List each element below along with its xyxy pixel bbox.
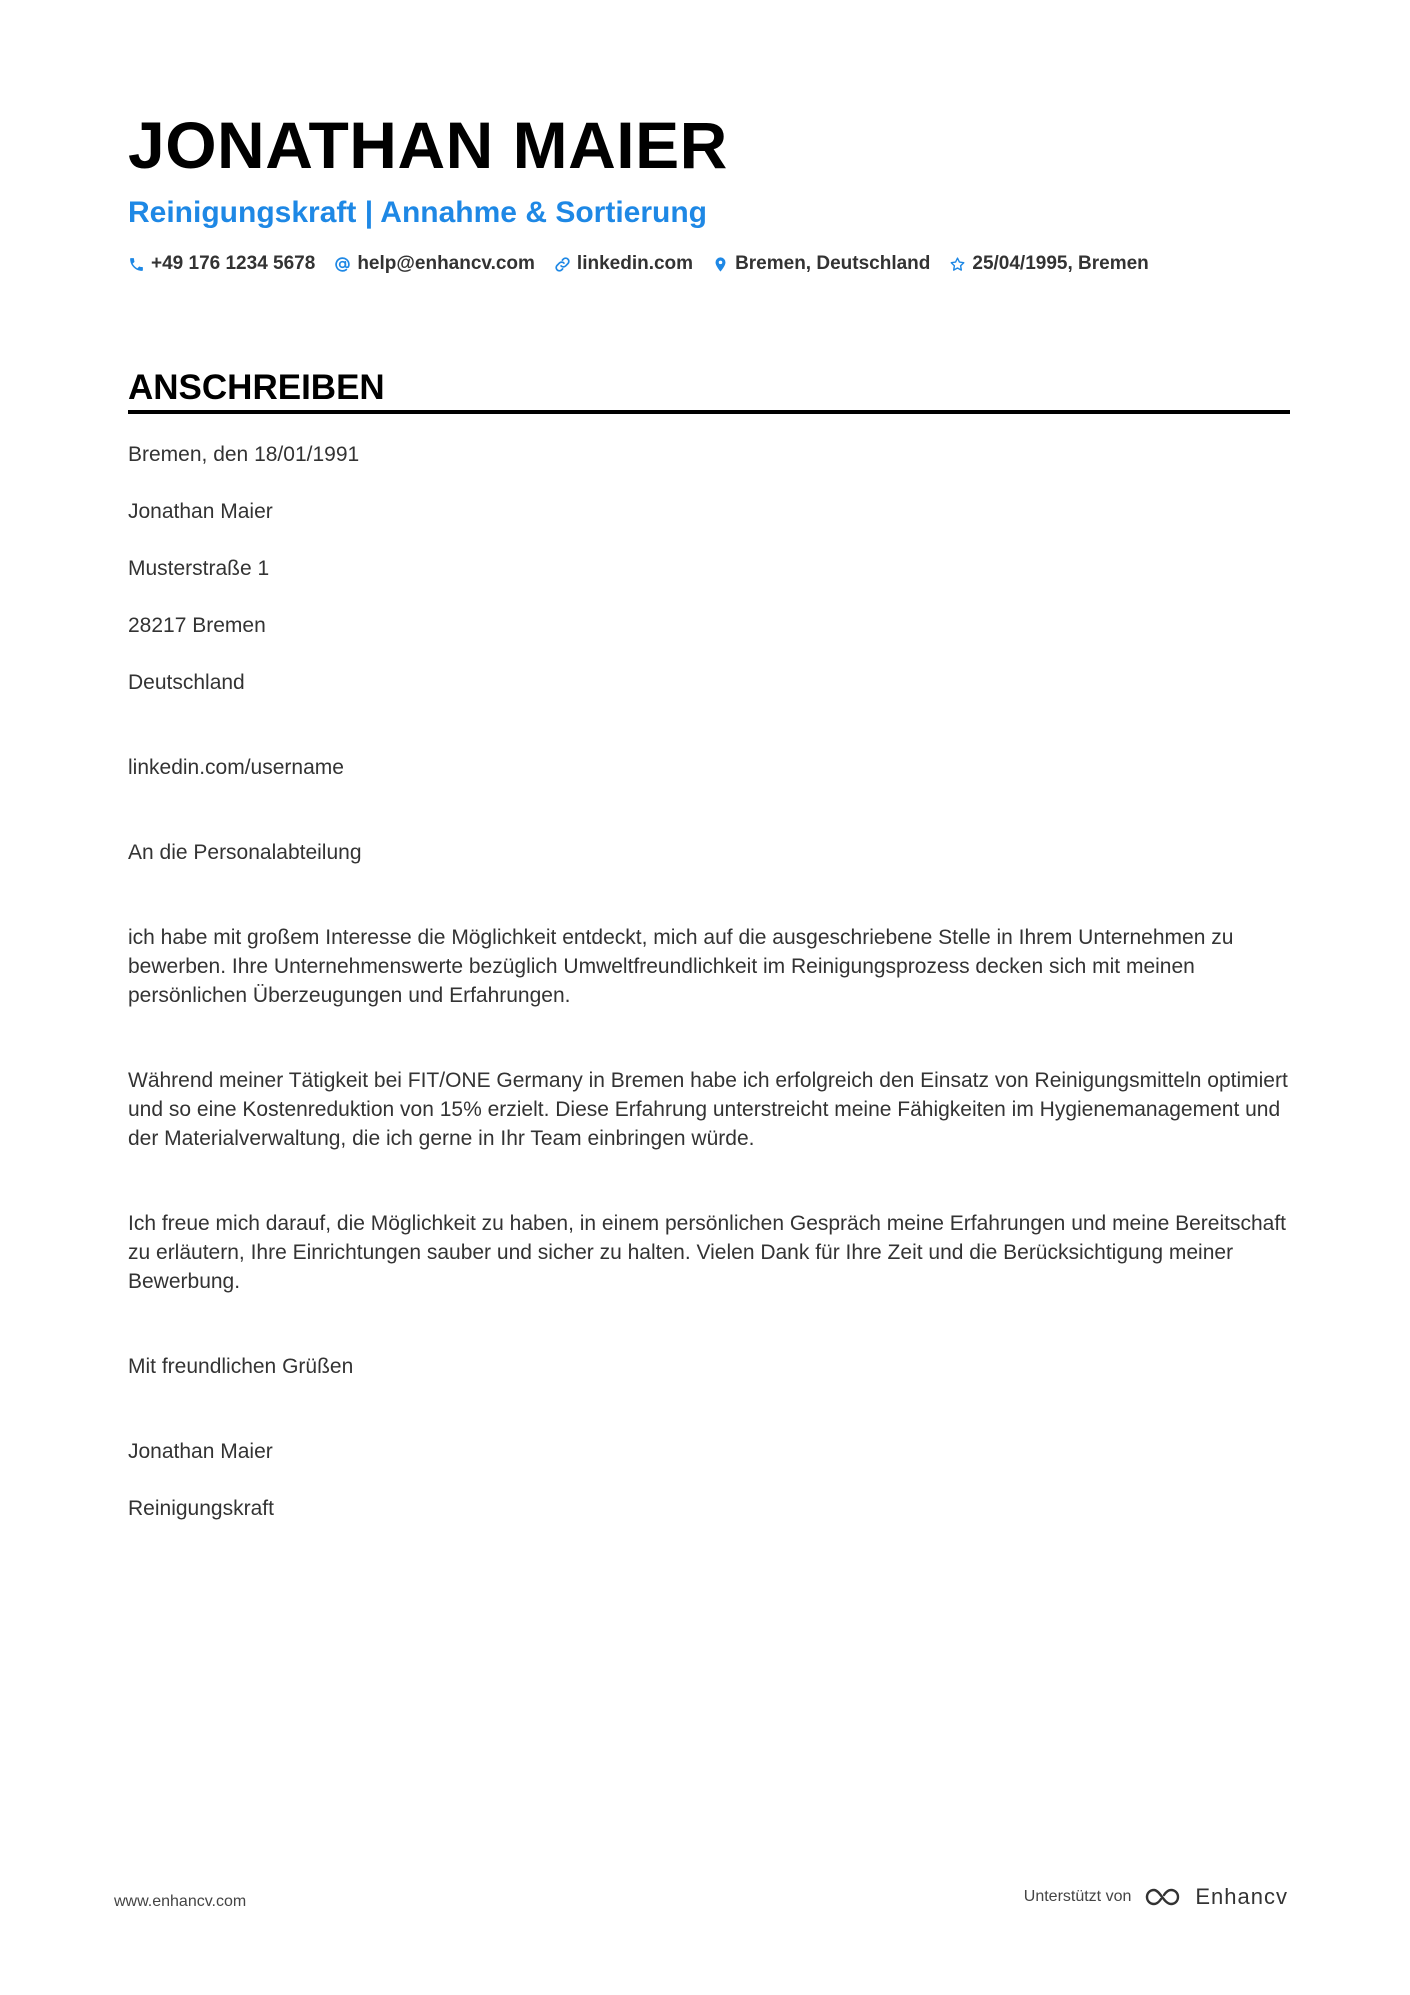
section-title: ANSCHREIBEN bbox=[128, 368, 385, 407]
paragraph-2: Während meiner Tätigkeit bei FIT/ONE Germany in Bremen habe ich erfolgreich den Einsatz von Reinigungsmitteln optimiert und so eine Kostenreduktion von 15% erzielt. Diese Erfahrung unterstreicht meine Fähigkeiten im Hygienemanagement und der Materialverwaltung, die ich gerne in Ihr Team einbringen würde. bbox=[128, 1069, 1288, 1150]
section-divider bbox=[128, 410, 1290, 414]
letter-body bbox=[128, 440, 1290, 1523]
resume-header bbox=[128, 105, 1288, 275]
sender-street: Musterstraße 1 bbox=[128, 557, 270, 580]
footer-branding bbox=[1024, 1884, 1288, 1910]
contact-email bbox=[334, 253, 535, 275]
phone-icon bbox=[128, 256, 145, 273]
birth-info: 25/04/1995, Bremen bbox=[972, 253, 1149, 274]
link-icon bbox=[554, 256, 571, 273]
paragraph-1: ich habe mit großem Interesse die Möglichkeit entdeckt, mich auf die ausgeschriebene Stelle in Ihrem Unternehmen zu bewerben. Ihre Unternehmenswerte bezüglich Umweltfreundlichkeit im Reinigungsprozess decken sich mit meinen persönlichen Überzeugungen und Erfahrungen. bbox=[128, 926, 1234, 1007]
sender-name: Jonathan Maier bbox=[128, 500, 273, 523]
map-pin-icon bbox=[712, 256, 729, 273]
location-text: Bremen, Deutschland bbox=[735, 253, 931, 274]
signature-name: Jonathan Maier bbox=[128, 1440, 273, 1463]
enhancv-logo-icon bbox=[1143, 1884, 1189, 1910]
sender-city: 28217 Bremen bbox=[128, 614, 266, 637]
sender-profile: linkedin.com/username bbox=[128, 756, 344, 779]
email-address[interactable]: help@enhancv.com bbox=[357, 253, 535, 274]
contact-phone bbox=[128, 253, 315, 275]
contact-linkedin bbox=[554, 253, 693, 275]
at-icon bbox=[334, 256, 351, 273]
brand-name: Enhancv bbox=[1195, 1884, 1288, 1909]
star-icon bbox=[949, 256, 966, 273]
paragraph-3: Ich freue mich darauf, die Möglichkeit zu haben, in einem persönlichen Gespräch meine Erfahrungen und meine Bereitschaft zu erläutern, Ihre Einrichtungen sauber und sicher zu halten. Vielen Dank für Ihre Zeit und die Berücksichtigung meiner Bewerbung. bbox=[128, 1212, 1286, 1293]
linkedin-link[interactable]: linkedin.com bbox=[576, 253, 694, 274]
powered-by-label: Unterstützt von bbox=[1023, 1888, 1132, 1905]
closing: Mit freundlichen Grüßen bbox=[128, 1355, 354, 1378]
candidate-name: JONATHAN MAIER bbox=[128, 108, 728, 182]
contact-location bbox=[712, 253, 930, 275]
contact-birth bbox=[949, 253, 1148, 275]
sender-country: Deutschland bbox=[128, 671, 245, 694]
phone-number: +49 176 1234 5678 bbox=[151, 253, 316, 274]
footer-website[interactable]: www.enhancv.com bbox=[114, 1893, 247, 1910]
recipient: An die Personalabteilung bbox=[128, 841, 362, 864]
contact-bar bbox=[128, 253, 1288, 275]
job-title: Reinigungskraft | Annahme & Sortierung bbox=[128, 196, 707, 229]
place-date: Bremen, den 18/01/1991 bbox=[128, 443, 360, 466]
signature-title: Reinigungskraft bbox=[128, 1497, 274, 1520]
